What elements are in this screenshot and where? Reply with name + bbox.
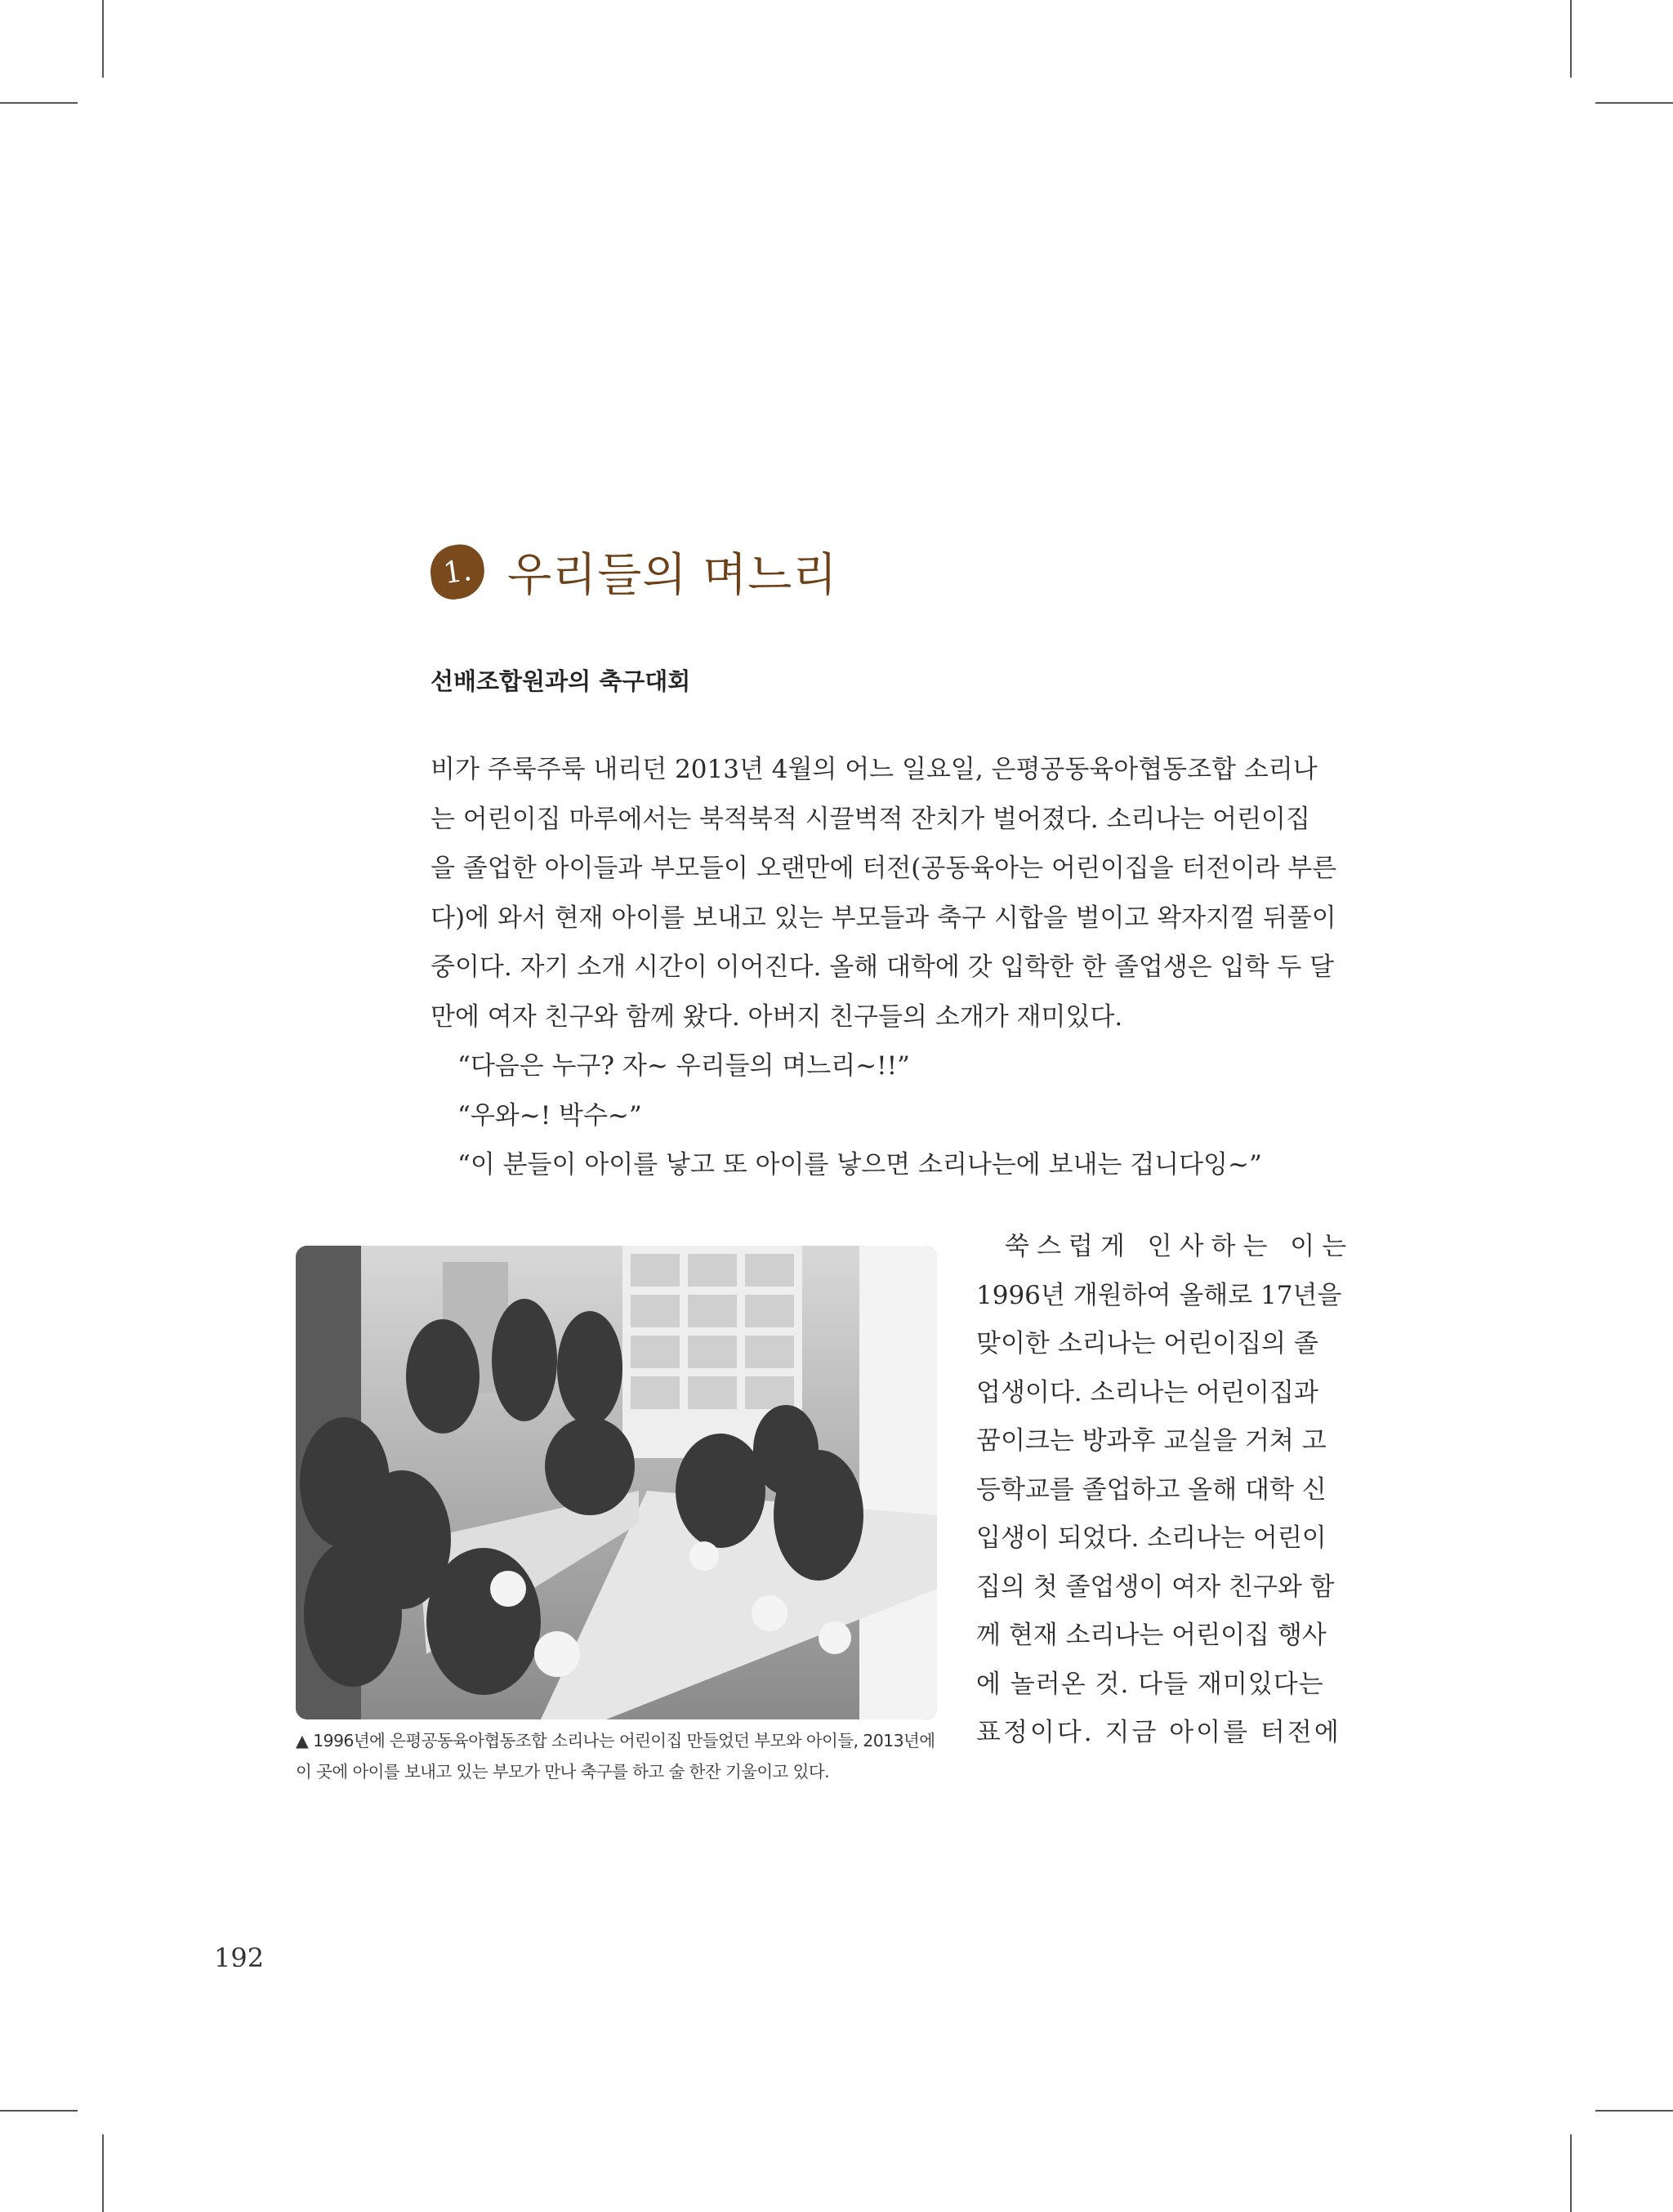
quote-line: “다음은 누구? 자~ 우리들의 며느리~!!” [457,1051,910,1081]
crop-mark [0,102,78,104]
body-line: 는 어린이집 마루에서는 북적북적 시끌벅적 잔치가 벌어졌다. 소리나는 어린이집 [431,804,1310,834]
chapter-heading [431,535,837,609]
caption-line: ▲ 1996년에 은평공동육아협동조합 소리나는 어린이집 만들었던 부모와 아이들, 2013년에 [296,1731,935,1750]
crop-mark [102,0,104,78]
party-photo [296,1246,937,1719]
crop-mark [1570,0,1572,78]
side-line: 1996년 개원하여 올해로 17년을 [976,1280,1342,1310]
photo-caption [296,1725,941,1787]
side-line: 꿈이크는 방과후 교실을 거쳐 고 [976,1426,1327,1456]
body-line: 만에 여자 친구와 함께 왔다. 아버지 친구들의 소개가 재미있다. [431,1001,1123,1032]
quote-line: “우와~! 박수~” [457,1100,642,1131]
crop-mark [0,2110,78,2112]
page-number: 192 [214,1942,265,1973]
body-line: 을 졸업한 아이들과 부모들이 오랜만에 터전(공동육아는 어린이집을 터전이라 부른 [431,854,1337,883]
body-line: 중이다. 자기 소개 시간이 이어진다. 올해 대학에 갓 입학한 한 졸업생은 입학 두 달 [431,952,1335,982]
side-line: 쑥스럽게 인사하는 이는 [1005,1232,1354,1261]
crop-mark [1595,2110,1673,2112]
quote-line: “이 분들이 아이를 낳고 또 아이를 낳으면 소리나는에 보내는 겁니다잉~” [457,1150,1262,1180]
body-line: 비가 주룩주룩 내리던 2013년 4월의 어느 일요일, 은평공동육아협동조합 소리나 [431,755,1318,784]
crop-mark [1570,2134,1572,2212]
side-line: 입생이 되었다. 소리나는 어린이 [976,1523,1327,1553]
side-line: 집의 첫 졸업생이 여자 친구와 함 [976,1572,1335,1602]
chapter-number-badge [427,542,489,603]
side-line: 맞이한 소리나는 어린이집의 졸 [976,1329,1318,1358]
body-text [431,745,1337,1190]
section-subheading: 선배조합원과의 축구대회 [431,667,691,695]
side-line: 업생이다. 소리나는 어린이집과 [976,1377,1318,1407]
side-line: 등학교를 졸업하고 올해 대학 신 [976,1474,1327,1505]
side-line: 께 현재 소리나는 어린이집 행사 [976,1621,1327,1650]
body-line: 다)에 와서 현재 아이를 보내고 있는 부모들과 축구 시합을 벌이고 왁자지껄 뒤풀이 [431,903,1336,933]
crop-mark [1595,102,1673,104]
crop-mark [102,2134,104,2212]
side-line: 에 놀러온 것. 다들 재미있다는 [976,1669,1324,1699]
side-line: 표정이다. 지금 아이를 터전에 [976,1718,1341,1747]
chapter-number: 1. [441,553,474,591]
side-column-text [976,1223,1354,1758]
caption-line: 이 곳에 아이를 보내고 있는 부모가 만나 축구를 하고 술 한잔 기울이고 있다. [296,1762,830,1782]
chapter-title: 우리들의 며느리 [507,549,838,602]
